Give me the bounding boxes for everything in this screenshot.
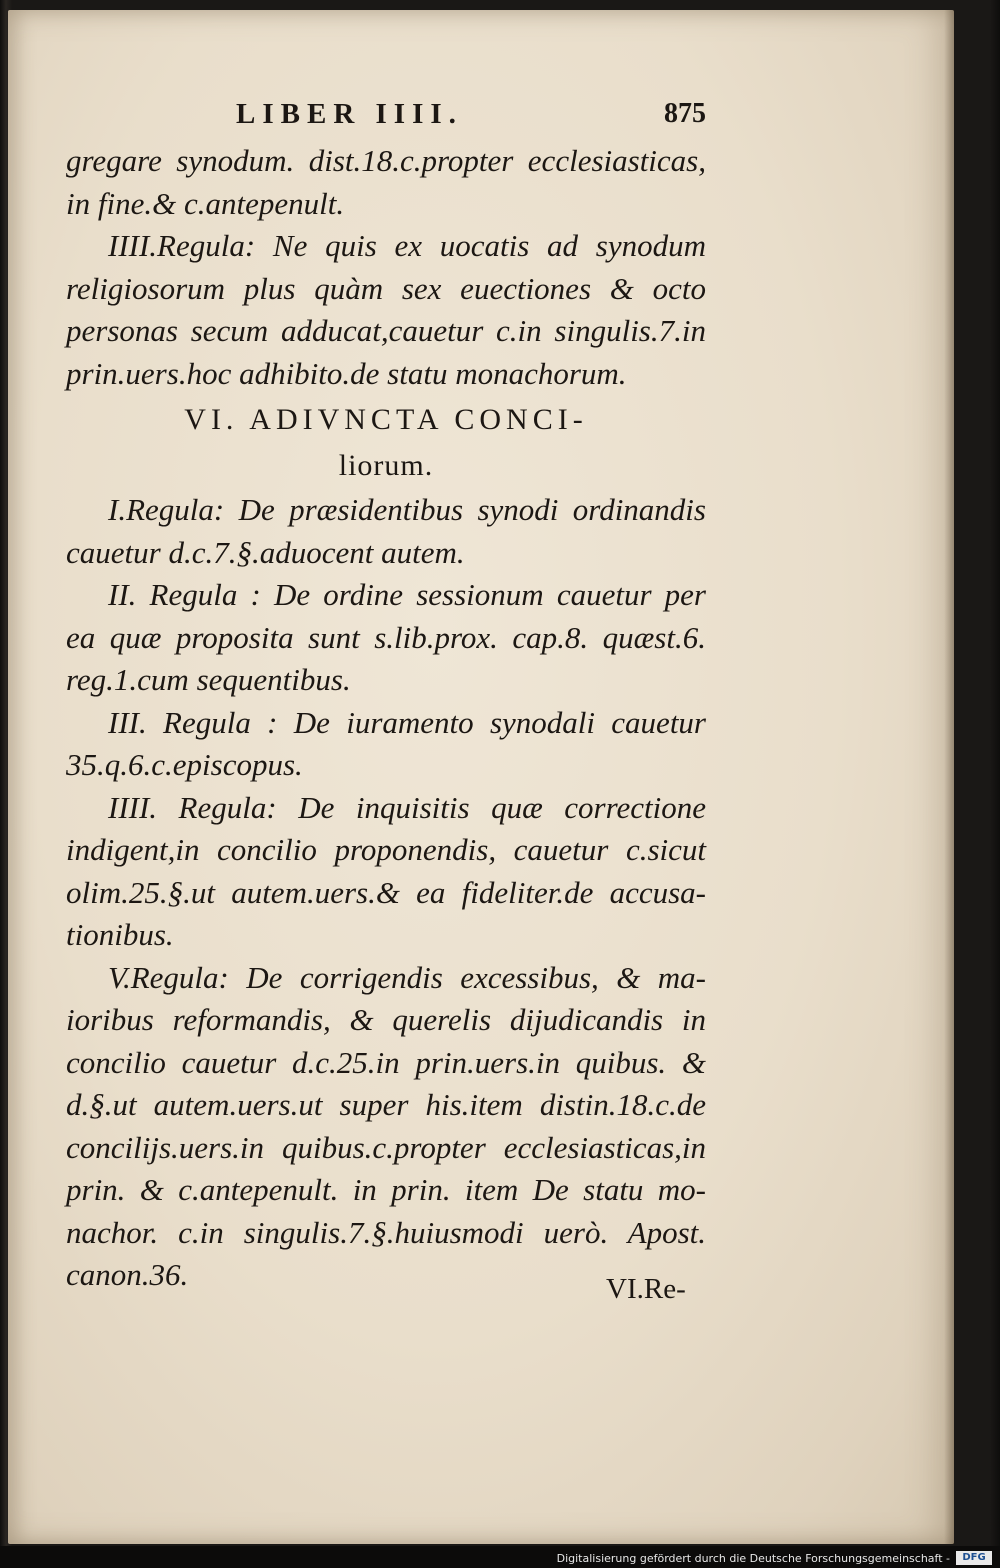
text-line: in fine.& c.antepenult. [66, 185, 345, 221]
digitization-footer [0, 1546, 1000, 1568]
text-line: cauetur d.c.7.§.aduocent autem. [66, 534, 465, 570]
text-line: religiosorum plus quàm sex euectiones & octo [66, 270, 706, 306]
book-page [8, 10, 954, 1544]
catchword: VI.Re- [606, 1273, 686, 1305]
text-line: IIII.Regula: Ne quis ex uocatis ad synodum [108, 228, 706, 263]
text-line: prin.uers.hoc adhibito.de statu monachorum. [66, 355, 627, 391]
text-line: d.§.ut autem.uers.ut super his.item distin.18.c.de [66, 1087, 706, 1122]
text-line: 35.q.6.c.episcopus. [66, 747, 303, 782]
text-line: concilijs.uers.in quibus.c.propter ecclesiasticas,in [66, 1129, 706, 1165]
text-line: tionibus. [66, 917, 174, 952]
text-line: indigent,in concilio proponendis, cauetur c.sicut [66, 832, 706, 867]
text-line: olim.25.§.ut autem.uers.& ea fideliter.de accusa- [66, 874, 706, 910]
page-header [66, 98, 706, 140]
text-line: V.Regula: De corrigendis excessibus, & ma- [108, 959, 706, 995]
text-line: personas secum adducat,cauetur c.in singulis.7.in [66, 313, 706, 348]
running-head: LIBER IIII. [236, 98, 463, 130]
section-heading: VI. ADIVNCTA CONCI- [184, 403, 588, 436]
folio-number: 875 [664, 98, 706, 129]
text-line: concilio cauetur d.c.25.in prin.uers.in quibus. & [66, 1044, 706, 1080]
text-line: III. Regula : De iuramento synodali cauetur [108, 704, 706, 740]
section-heading-continued: liorum. [338, 449, 434, 482]
text-line: II. Regula : De ordine sessionum cauetur per [108, 577, 706, 612]
dfg-logo: DFG [956, 1551, 992, 1565]
text-line: nachor. c.in singulis.7.§.huiusmodi uerò. Apost. [66, 1214, 706, 1250]
text-line: I.Regula: De præsidentibus synodi ordinandis [108, 492, 706, 527]
text-line: prin. & c.antepenult. in prin. item De statu mo- [66, 1172, 706, 1207]
text-line: ea quæ proposita sunt s.lib.prox. cap.8. quæst.6. [66, 619, 706, 655]
text-line: gregare synodum. dist.18.c.propter ecclesiasticas, [66, 143, 706, 178]
funding-credit: Digitalisierung gefördert durch die Deutsche Forschungsgemeinschaft - [556, 1552, 950, 1565]
text-line: reg.1.cum sequentibus. [66, 662, 351, 697]
text-line: IIII. Regula: De inquisitis quæ correctione [108, 789, 706, 825]
page-text-block [66, 98, 706, 1297]
text-line: canon.36. [66, 1257, 189, 1292]
text-line: ioribus reformandis, & querelis dijudicandis in [66, 1002, 706, 1037]
